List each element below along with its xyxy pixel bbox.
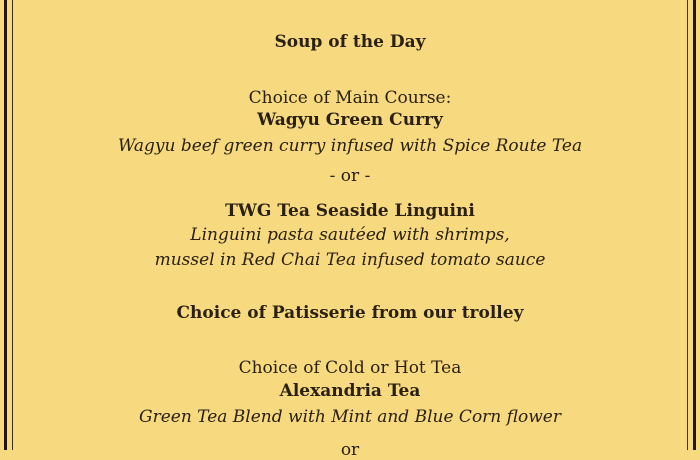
soup-of-the-day: Soup of the Day	[274, 32, 426, 52]
tea-1-description: Green Tea Blend with Mint and Blue Corn flower	[139, 407, 561, 427]
main-course-1-description: Wagyu beef green curry infused with Spice Route Tea	[117, 136, 583, 156]
frame-border-right	[693, 0, 696, 450]
main-course-2-description-line-1: Linguini pasta sautéed with shrimps,	[190, 225, 510, 245]
main-course-heading: Choice of Main Course:	[248, 88, 452, 108]
main-course-2-description-line-2: mussel in Red Chai Tea infused tomato sauce	[154, 250, 546, 270]
frame-inner-border-left	[12, 0, 13, 450]
frame-border-left	[4, 0, 7, 450]
or-separator-1: - or -	[329, 166, 371, 186]
tea-heading: Choice of Cold or Hot Tea	[238, 358, 462, 378]
set-menu	[20, 0, 680, 460]
or-separator-2: or	[340, 440, 360, 460]
frame-inner-border-right	[687, 0, 688, 450]
patisserie-choice: Choice of Patisserie from our trolley	[176, 303, 524, 323]
main-course-1-name: Wagyu Green Curry	[257, 110, 443, 130]
main-course-2-name: TWG Tea Seaside Linguini	[225, 201, 475, 221]
tea-1-name: Alexandria Tea	[279, 381, 421, 401]
